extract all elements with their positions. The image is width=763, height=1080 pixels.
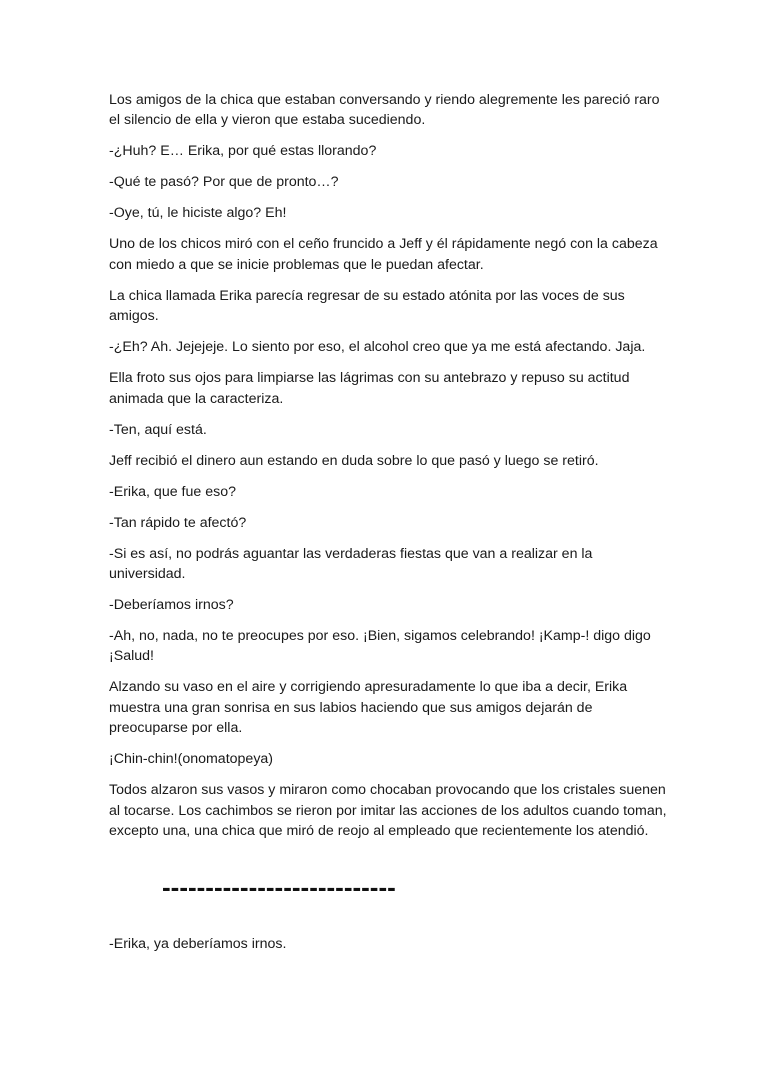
paragraph: -Erika, que fue eso? xyxy=(109,483,236,500)
paragraph: Ella froto sus ojos para limpiarse las lágrimas con su antebrazo y repuso su actitud animada que la caracteriza. xyxy=(109,370,630,407)
scene-divider: --------------------------- xyxy=(162,872,396,902)
paragraph: -Qué te pasó? Por que de pronto…? xyxy=(109,174,339,191)
paragraph: -Deberíamos irnos? xyxy=(109,597,234,614)
paragraph: -Erika, ya deberíamos irnos. xyxy=(109,936,287,952)
paragraph: Alzando su vaso en el aire y corrigiendo apresuradamente lo que iba a decir, Erika muestra una gran sonrisa en sus labios haciendo que sus amigos dejarán de preocuparse por ella. xyxy=(109,679,628,737)
paragraph: -Ah, no, nada, no te preocupes por eso. ¡Bien, sigamos celebrando! ¡Kamp-! digo digo ¡Salud! xyxy=(109,628,651,665)
paragraph: Los amigos de la chica que estaban conversando y riendo alegremente les pareció raro el silencio de ella y vieron que estaba sucediendo. xyxy=(109,92,660,129)
paragraph: -Tan rápido te afectó? xyxy=(109,514,247,531)
paragraph: -Ten, aquí está. xyxy=(109,421,207,438)
document-body xyxy=(109,90,669,852)
paragraph: Jeff recibió el dinero aun estando en duda sobre lo que pasó y luego se retiró. xyxy=(109,452,599,469)
paragraph: -¿Huh? E… Erika, por qué estas llorando? xyxy=(109,143,377,160)
paragraph: La chica llamada Erika parecía regresar de su estado atónita por las voces de sus amigos. xyxy=(109,287,625,325)
paragraph: -¿Eh? Ah. Jejejeje. Lo siento por eso, el alcohol creo que ya me está afectando. Jaja. xyxy=(109,339,646,356)
paragraph: -Si es así, no podrás aguantar las verdaderas fiestas que van a realizar en la universidad. xyxy=(109,545,593,583)
paragraph: Todos alzaron sus vasos y miraron como chocaban provocando que los cristales suenen al tocarse. Los cachimbos se rieron por imitar las acciones de los adultos cuando toman, excepto una, una chica que miró de reojo al empleado que recientemente los atendió. xyxy=(109,782,667,840)
paragraph: ¡Chin-chin!(onomatopeya) xyxy=(109,751,274,768)
paragraph: Uno de los chicos miró con el ceño fruncido a Jeff y él rápidamente negó con la cabeza con miedo a que se inicie problemas que le puedan afectar. xyxy=(109,236,658,273)
paragraph: -Oye, tú, le hiciste algo? Eh! xyxy=(109,205,287,222)
